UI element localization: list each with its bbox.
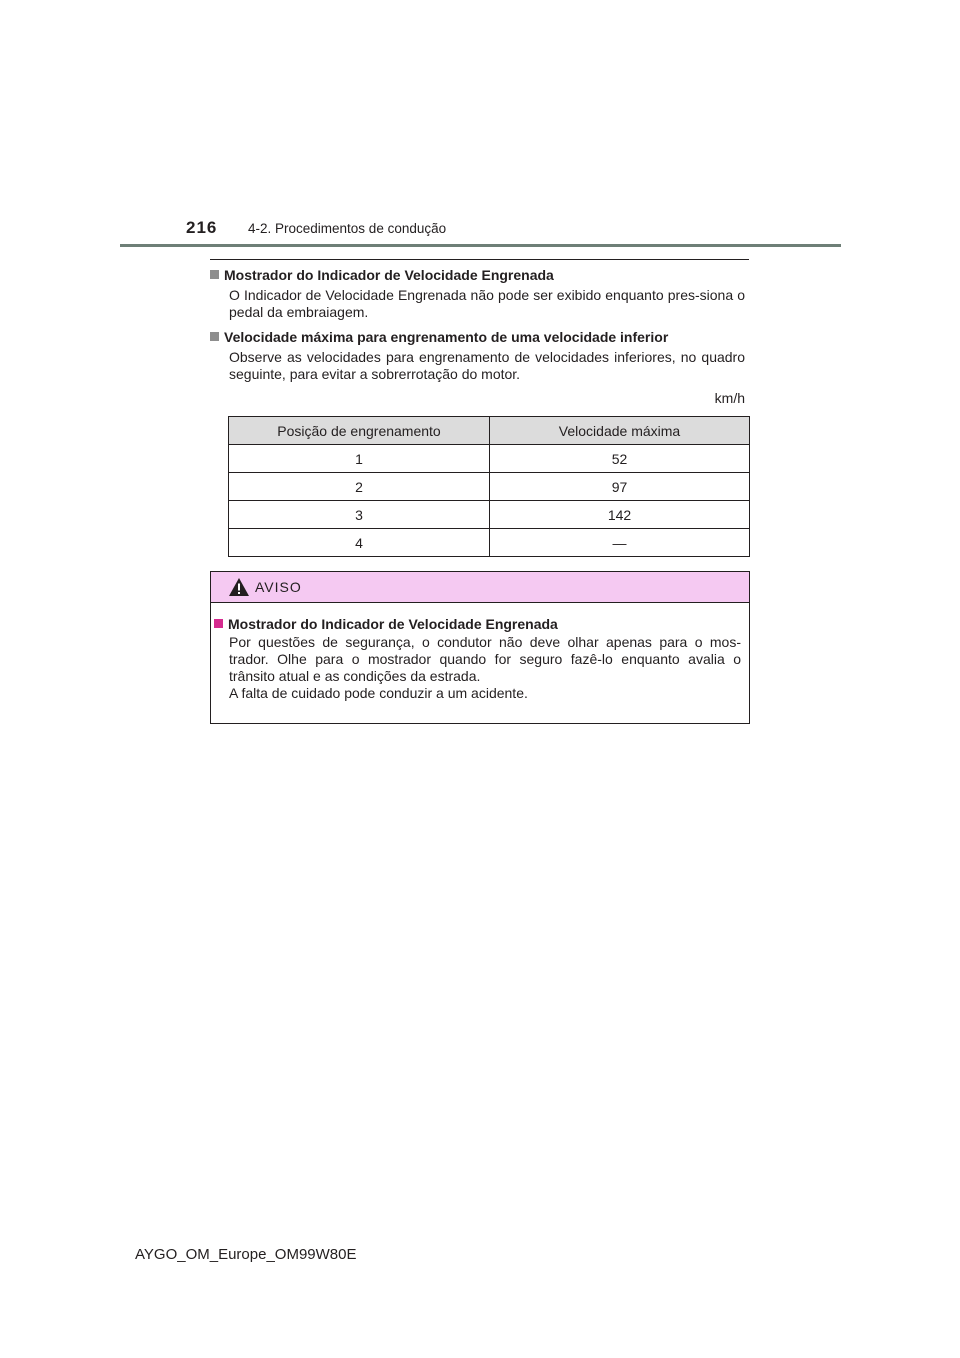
bullet-square-icon [214, 619, 223, 628]
column-header-speed: Velocidade máxima [490, 417, 750, 445]
page-number: 216 [186, 218, 218, 237]
table-header-row [229, 417, 750, 445]
table-unit-label: km/h [714, 390, 745, 406]
bullet-square-icon [210, 270, 219, 279]
warning-line: A falta de cuidado pode conduzir a um acidente. [229, 685, 528, 701]
speed-cell: 97 [490, 473, 750, 501]
warning-line: trânsito atual e as condições da estrada. [229, 668, 481, 684]
content-divider [210, 259, 749, 260]
header-divider [120, 244, 841, 247]
section-title: 4-2. Procedimentos de condução [248, 221, 447, 236]
gear-cell: 2 [229, 473, 490, 501]
warning-line: Por questões de segurança, o condutor não deve olhar apenas para o mos- [229, 634, 741, 650]
document-code-footer: AYGO_OM_Europe_OM99W80E [135, 1246, 357, 1263]
warning-line: trador. Olhe para o mostrador quando for seguro fazê-lo enquanto avalia o [229, 651, 741, 667]
speed-cell: 142 [490, 501, 750, 529]
warning-header [211, 572, 749, 603]
warning-triangle-icon [228, 577, 250, 597]
section-paragraph-max-speed: Observe as velocidades para engrenamento de velocidades inferiores, no quadro seguinte, para evitar a sobrerrotação do motor. [229, 349, 745, 382]
speed-cell: — [490, 529, 750, 557]
warning-heading-text: Mostrador do Indicador de Velocidade Engrenada [228, 616, 558, 632]
section-heading-max-speed [210, 329, 668, 345]
section-heading-display [210, 267, 554, 283]
warning-heading [214, 616, 558, 632]
warning-box [210, 571, 750, 724]
table-row [229, 529, 750, 557]
section-paragraph-display: O Indicador de Velocidade Engrenada não pode ser exibido enquanto pres-siona o pedal da embraiagem. [229, 287, 745, 320]
gear-cell: 3 [229, 501, 490, 529]
max-speed-table [228, 416, 750, 557]
warning-text [229, 634, 741, 702]
gear-cell: 4 [229, 529, 490, 557]
table-row [229, 445, 750, 473]
bullet-square-icon [210, 332, 219, 341]
speed-cell: 52 [490, 445, 750, 473]
section-heading-text: Velocidade máxima para engrenamento de uma velocidade inferior [224, 329, 669, 345]
gear-cell: 1 [229, 445, 490, 473]
table-row [229, 473, 750, 501]
column-header-gear: Posição de engrenamento [229, 417, 490, 445]
section-heading-text: Mostrador do Indicador de Velocidade Engrenada [224, 267, 554, 283]
warning-label: AVISO [255, 579, 302, 595]
table-row [229, 501, 750, 529]
